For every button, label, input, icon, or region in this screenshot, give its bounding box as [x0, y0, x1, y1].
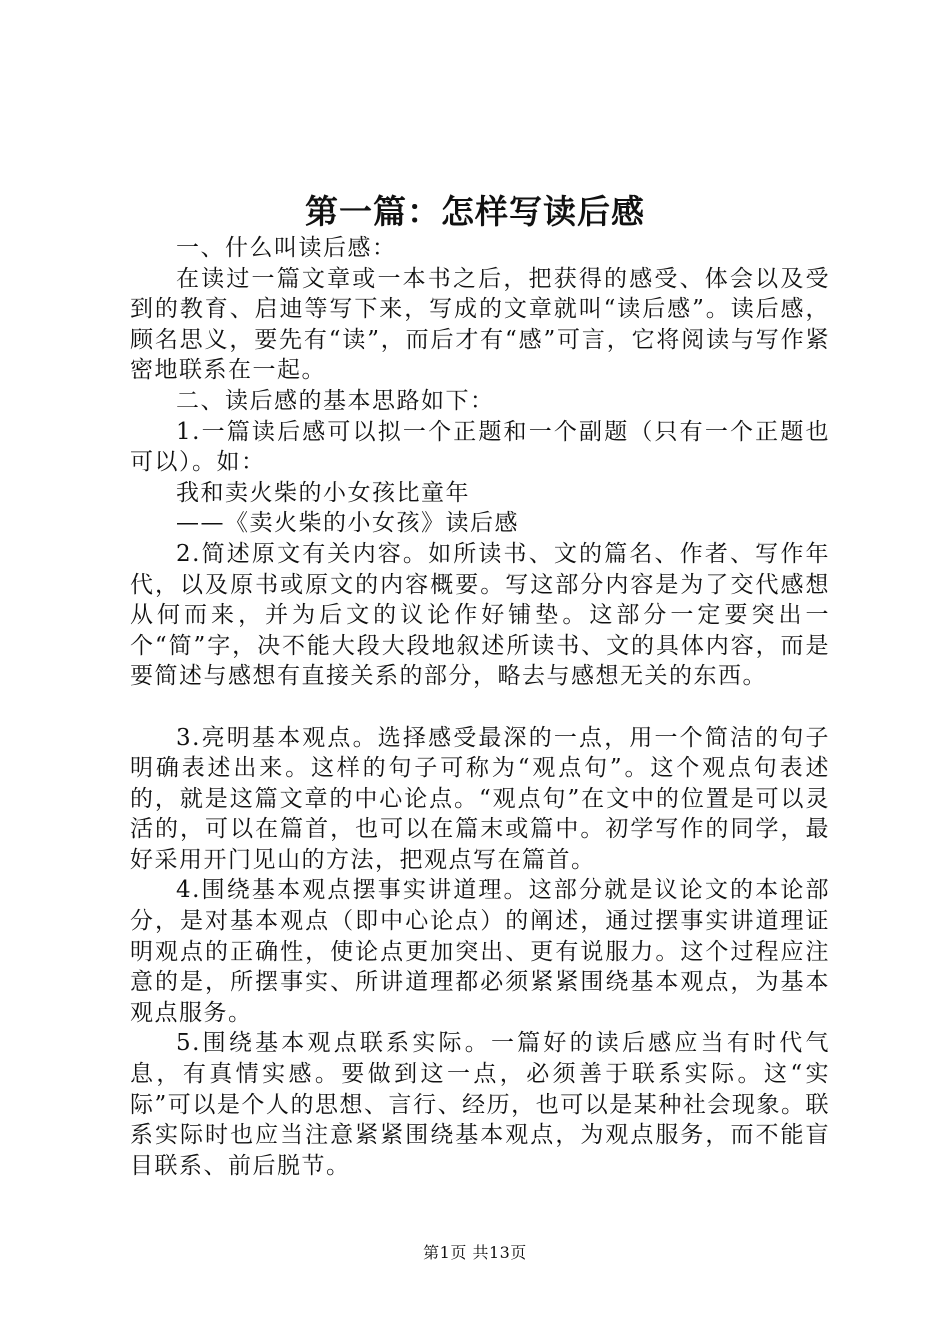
blank-line — [130, 692, 830, 723]
paragraph-point-3: 3.亮明基本观点。选择感受最深的一点，用一个简洁的句子明确表述出来。这样的句子可称为“观点句”。这个观点句表述的，就是这篇文章的中心论点。“观点句”在文中的位置是可以灵活的，可以在篇首，也可以在篇末或篇中。初学写作的同学，最好采用开门见山的方法，把观点写在篇首。 — [130, 724, 830, 873]
paragraph-point-2: 2.简述原文有关内容。如所读书、文的篇名、作者、写作年代，以及原书或原文的内容概要。写这部分内容是为了交代感想从何而来，并为后文的议论作好铺垫。这部分一定要突出一个“简”字，决不能大段大段地叙述所读书、文的具体内容，而是要简述与感想有直接关系的部分，略去与感想无关的东西。 — [130, 540, 830, 690]
document-body — [130, 233, 830, 1181]
paragraph-point-4: 4.围绕基本观点摆事实讲道理。这部分就是议论文的本论部分，是对基本观点（即中心论点）的阐述，通过摆事实讲道理证明观点的正确性，使论点更加突出、更有说服力。这个过程应注意的是，所摆事实、所讲道理都必须紧紧围绕基本观点，为基本观点服务。 — [130, 877, 830, 1026]
paragraph-point-5: 5.围绕基本观点联系实际。一篇好的读后感应当有时代气息，有真情实感。要做到这一点，必须善于联系实际。这“实际”可以是个人的思想、言行、经历，也可以是某种社会现象。联系实际时也应当注意紧紧围绕基本观点，为观点服务，而不能盲目联系、前后脱节。 — [130, 1030, 830, 1179]
page-number-footer: 第1页 共13页 — [423, 1243, 527, 1262]
example-main-title: 我和卖火柴的小女孩比童年 — [176, 479, 470, 506]
section-heading-approach: 二、读后感的基本思路如下： — [176, 387, 495, 414]
example-subtitle: ——《卖火柴的小女孩》读后感 — [176, 510, 519, 537]
paragraph-point-1: 1.一篇读后感可以拟一个正题和一个副题（只有一个正题也可以）。如： — [130, 418, 830, 476]
paragraph-definition: 在读过一篇文章或一本书之后，把获得的感受、体会以及受到的教育、启迪等写下来，写成的文章就叫“读后感”。读后感，顾名思义，要先有“读”，而后才有“感”可言，它将阅读与写作紧密地联系在一起。 — [130, 265, 830, 384]
section-heading-definition: 一、什么叫读后感： — [176, 235, 397, 261]
document-title: 第一篇：怎样写读后感 — [305, 192, 645, 231]
